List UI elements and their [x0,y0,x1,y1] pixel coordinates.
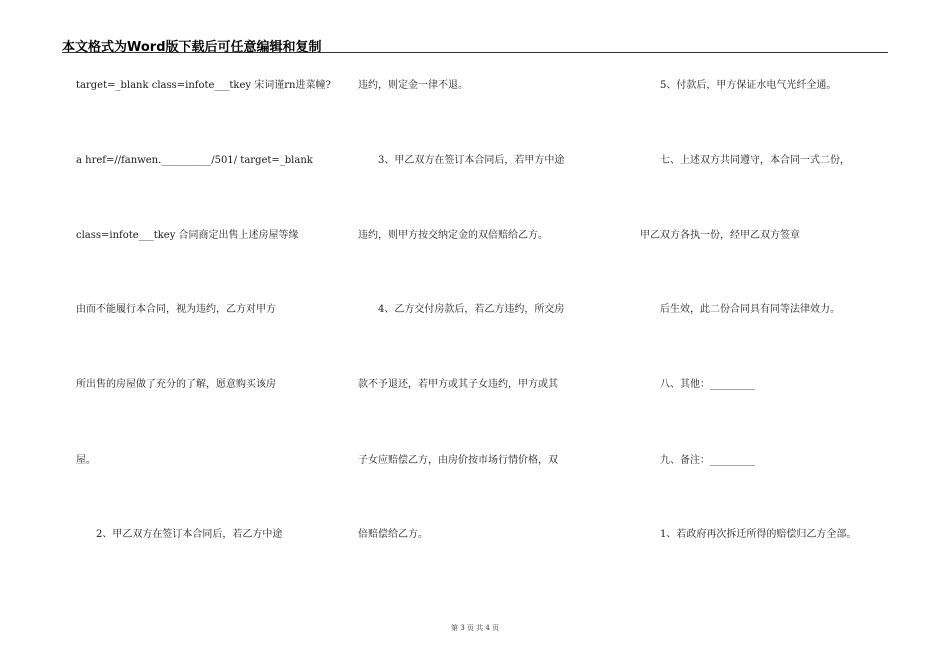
text-line: 所出售的房屋做了充分的了解，愿意购买该房 [76,379,276,390]
document-header-title: 本文格式为Word版下载后可任意编辑和复制 [62,40,322,55]
text-line: 违约，则甲方按交纳定金的双倍赔给乙方。 [358,230,548,241]
text-line: 倍赔偿给乙方。 [358,529,428,540]
text-line: 子女应赔偿乙方，由房价按市场行情价格，双 [358,455,558,466]
page-header [62,28,888,54]
text-line: a href=//fanwen.__________/501/ target=_blank [76,155,313,166]
text-line: 1、若政府再次拆迁所得的赔偿归乙方全部。 [640,529,857,540]
text-line: 后生效，此二份合同具有同等法律效力。 [640,304,840,315]
text-line: 屋。 [76,455,96,466]
text-line: 由而不能履行本合同，视为违约，乙方对甲方 [76,304,276,315]
text-line: 七、上述双方共同遵守，本合同一式二份， [640,155,850,166]
page-number: 第 3 页 共 4 页 [450,624,500,632]
header-divider [62,52,888,53]
text-line: 九、备注：_________ [640,455,755,466]
text-line: 3、甲乙双方在签订本合同后，若甲方中途 [358,155,565,166]
text-line: 八、其他：_________ [640,379,755,390]
text-line: 款不予退还，若甲方或其子女违约，甲方或其 [358,379,558,390]
text-line: 违约，则定金一律不退。 [358,80,468,91]
text-line: 甲乙双方各执一份，经甲乙双方签章 [640,230,800,241]
text-line: class=infote___tkey 合同商定出售上述房屋等缘 [76,230,299,241]
text-line: 4、乙方交付房款后，若乙方违约，所交房 [358,304,565,315]
text-line: 2、甲乙双方在签订本合同后，若乙方中途 [76,529,283,540]
text-line: 5、付款后，甲方保证水电气光纤全通。 [640,80,837,91]
text-line: target=_blank class=infote___tkey 宋词谨rn进菜幢? [76,80,331,91]
